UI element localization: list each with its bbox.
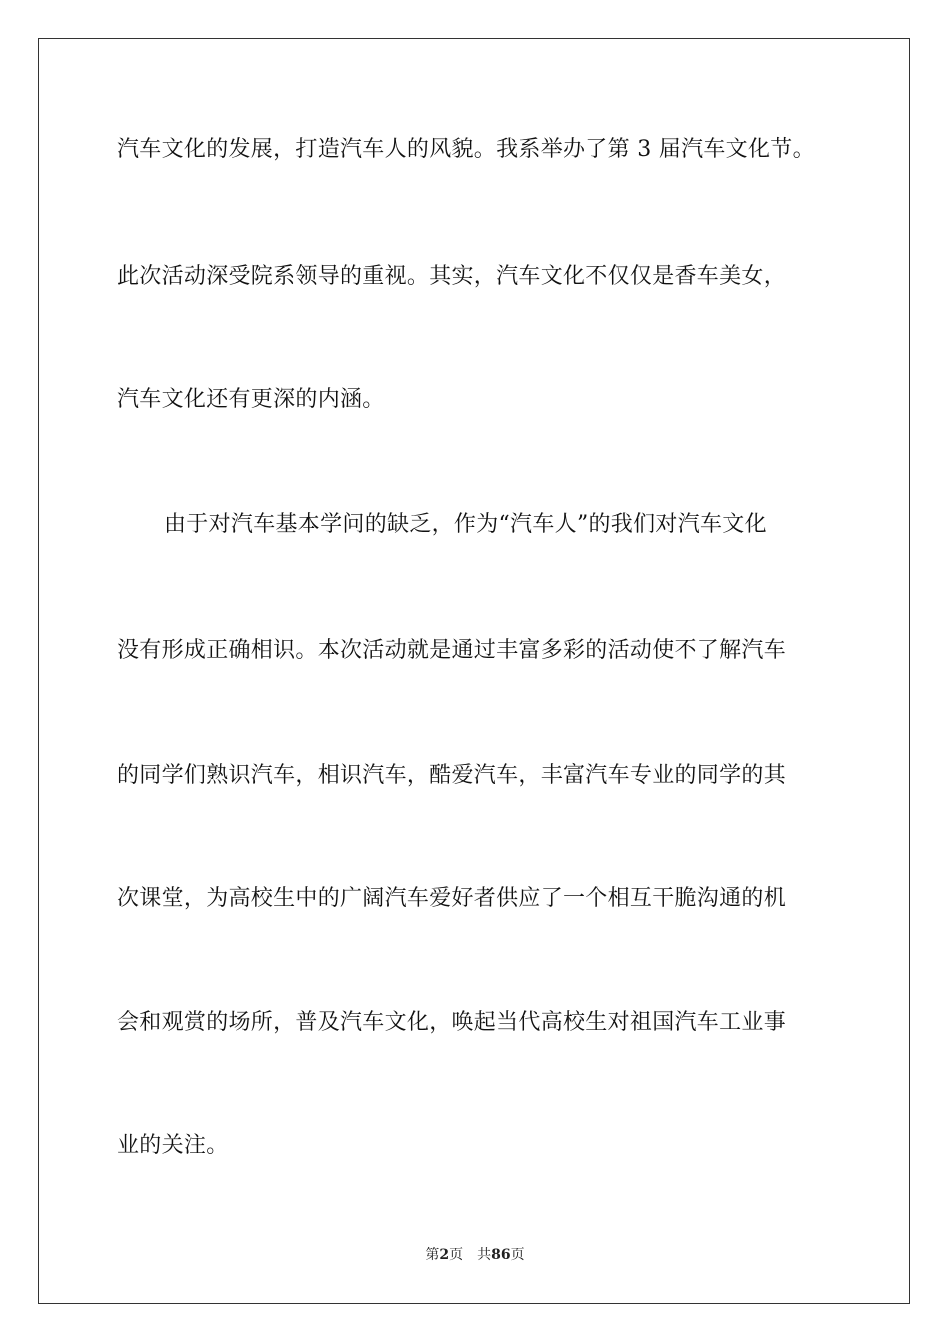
page-footer	[0, 1246, 950, 1264]
total-prefix: 共	[477, 1247, 492, 1263]
page-number: 2	[439, 1247, 450, 1263]
body-line-7: 次课堂，为高校生中的广阔汽车爱好者供应了一个相互干脆沟通的机	[117, 886, 787, 911]
total-suffix: 页	[510, 1247, 525, 1263]
body-line-1: 汽车文化的发展，打造汽车人的风貌。我系举办了第 3 届汽车文化节。	[117, 137, 815, 162]
body-line-8: 会和观赏的场所，普及汽车文化，唤起当代高校生对祖国汽车工业事	[117, 1010, 787, 1035]
body-line-4-paragraph-start: 由于对汽车基本学问的缺乏，作为“汽车人”的我们对汽车文化	[164, 512, 767, 537]
body-line-5: 没有形成正确相识。本次活动就是通过丰富多彩的活动使不了解汽车	[117, 638, 787, 663]
body-line-3: 汽车文化还有更深的内涵。	[117, 387, 385, 412]
page-suffix: 页	[449, 1247, 464, 1263]
body-line-9: 业的关注。	[117, 1133, 229, 1158]
body-line-6: 的同学们熟识汽车，相识汽车，酷爱汽车，丰富汽车专业的同学的其	[117, 763, 787, 788]
page-border	[38, 38, 910, 1304]
total-pages: 86	[491, 1247, 511, 1263]
body-line-2: 此次活动深受院系领导的重视。其实，汽车文化不仅仅是香车美女，	[117, 264, 787, 289]
page-prefix: 第	[425, 1247, 440, 1263]
